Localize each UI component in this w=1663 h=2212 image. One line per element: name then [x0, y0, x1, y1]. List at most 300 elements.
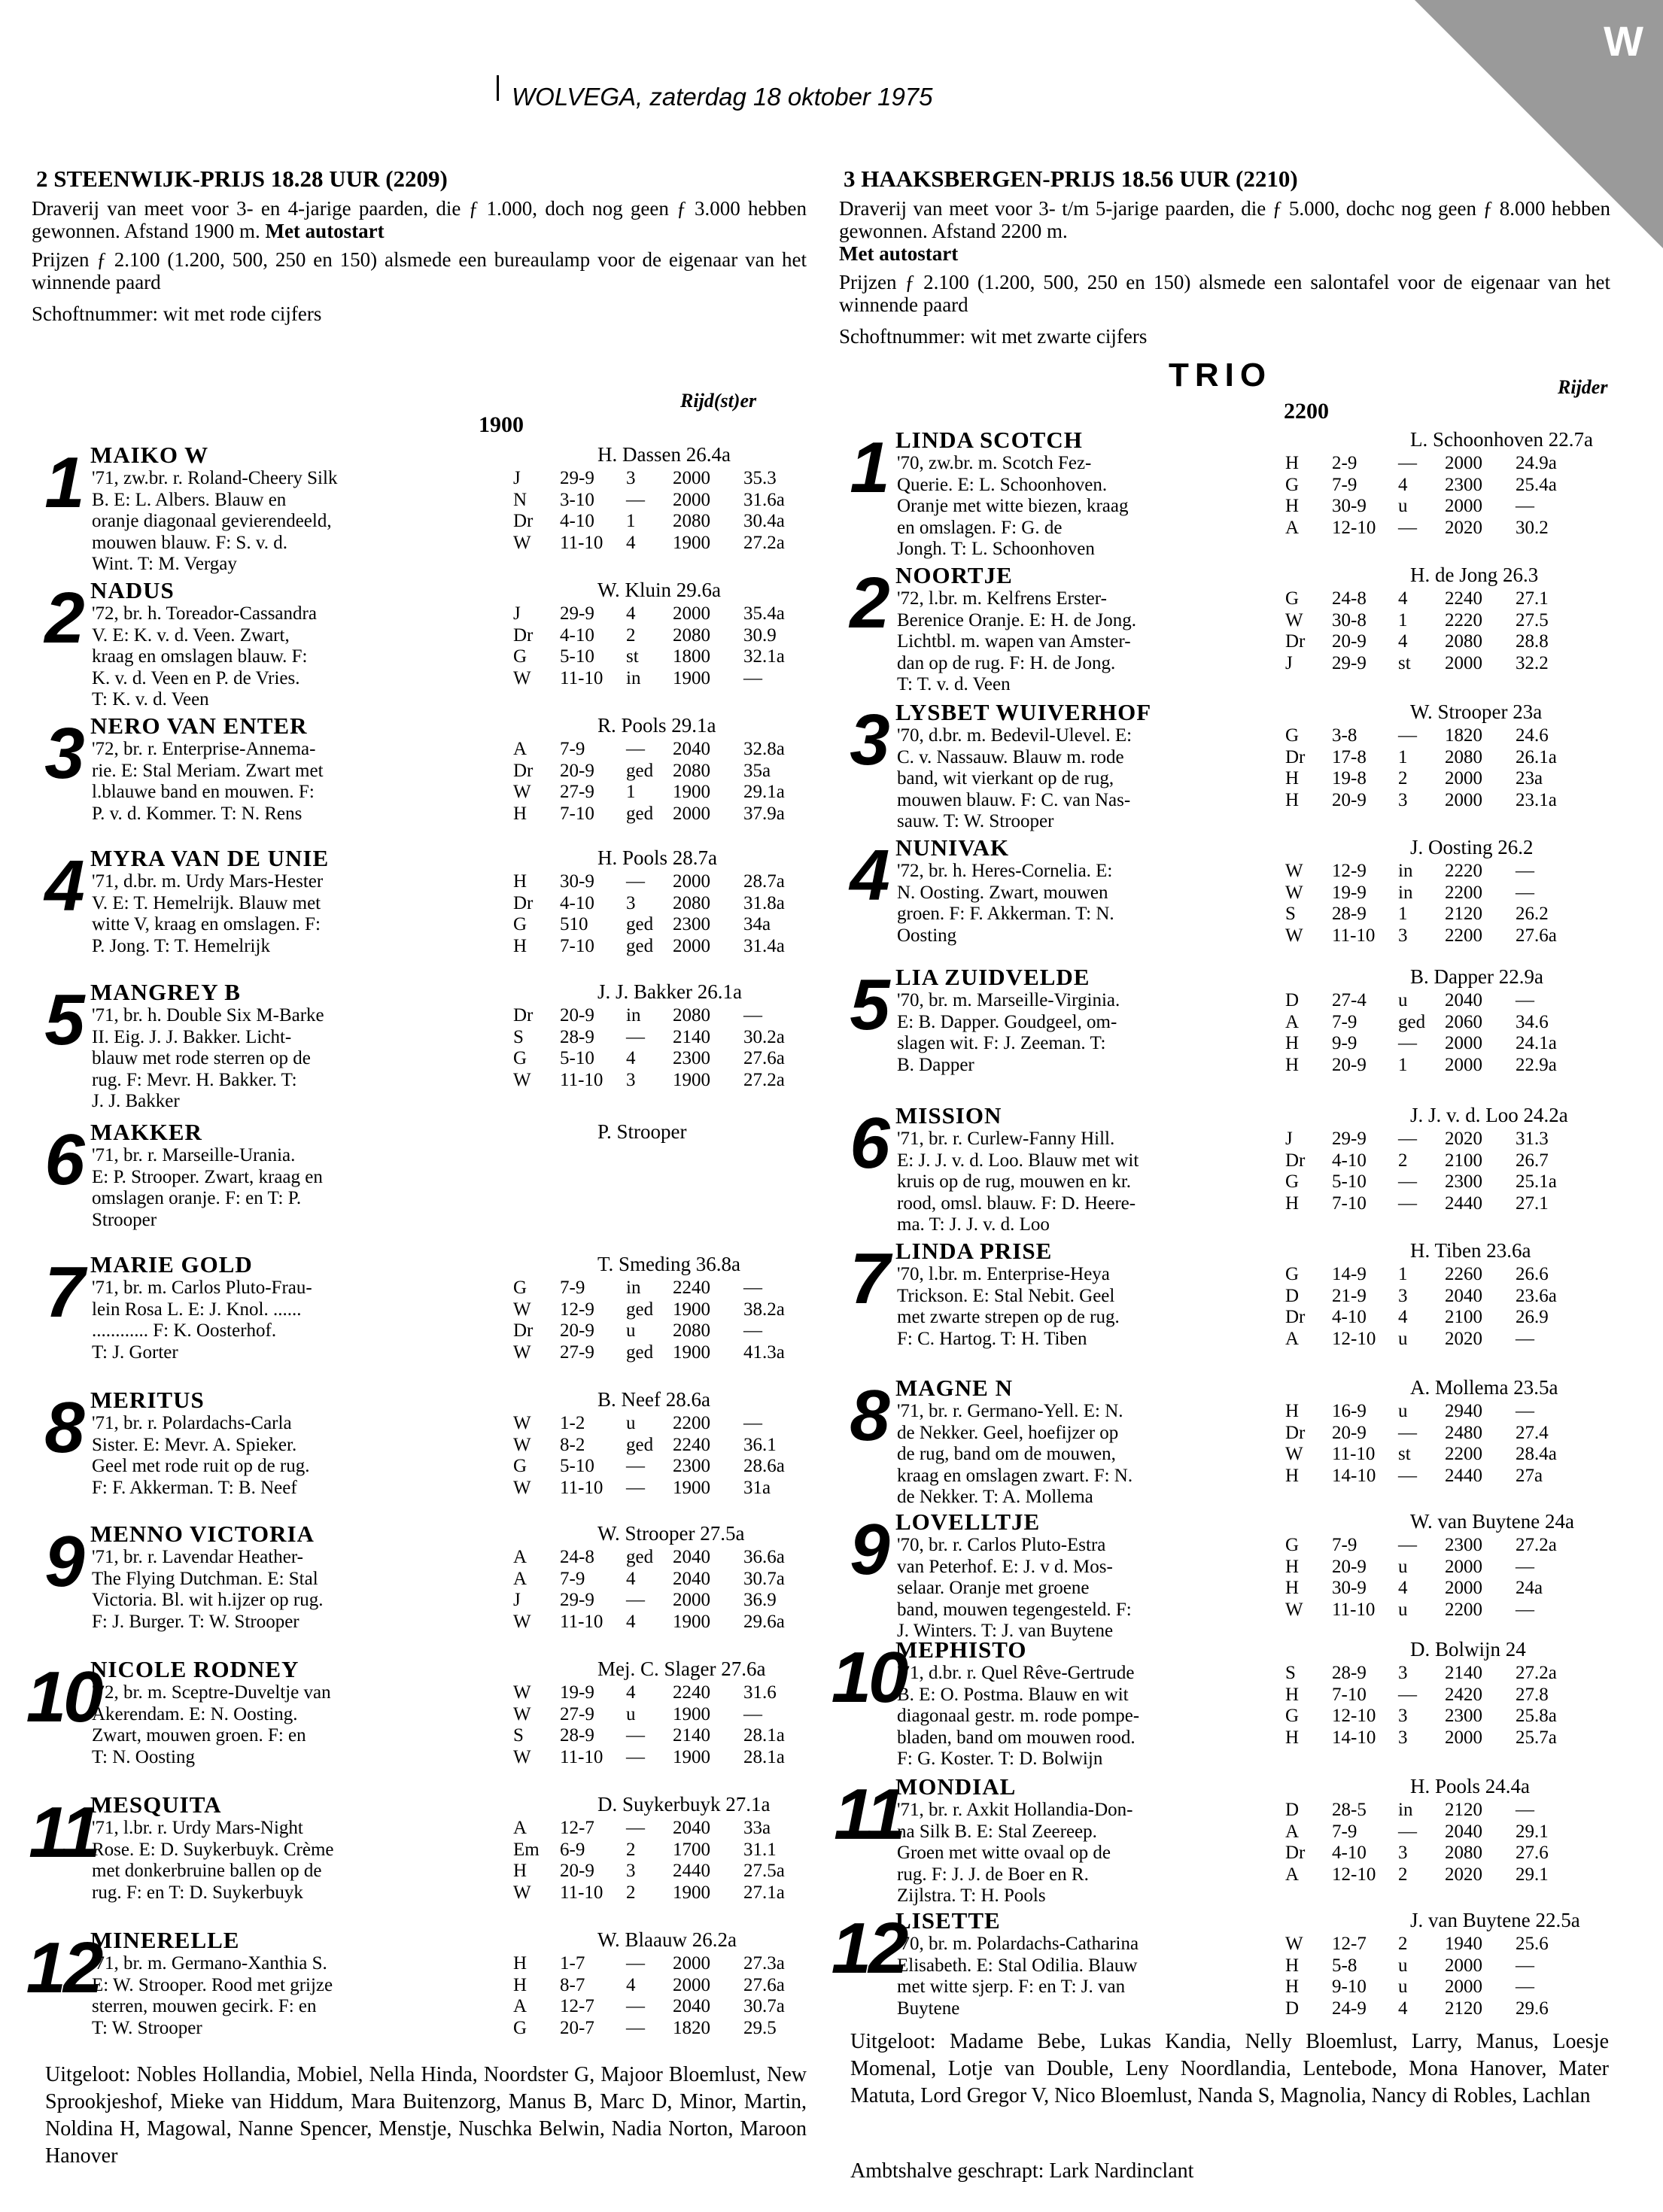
result-cell: —	[1516, 1599, 1534, 1620]
result-cell: 29.6a	[743, 1611, 785, 1632]
result-cell: 2240	[673, 1682, 710, 1703]
result-cell: 2040	[673, 739, 710, 759]
description-line: Geel met rode ruit op de rug.	[92, 1456, 310, 1476]
horse-entry	[831, 965, 1613, 1092]
result-cell: 2040	[673, 1568, 710, 1589]
result-cell: 27.5	[1516, 609, 1549, 630]
description-line: B. Dapper	[897, 1054, 974, 1075]
result-row	[1285, 1193, 1598, 1215]
horse-description	[897, 861, 1114, 946]
driver-info	[597, 1252, 740, 1276]
result-cell: 24-8	[560, 1547, 594, 1567]
description-line: '70, br. r. Carlos Pluto-Estra	[897, 1535, 1106, 1555]
result-cell: 7-9	[1332, 474, 1357, 495]
description-line: '71, br. m. Carlos Pluto-Frau-	[92, 1278, 312, 1298]
horse-description	[92, 1005, 324, 1113]
result-cell: H	[1285, 453, 1300, 473]
result-cell: G	[513, 646, 527, 667]
driver-info	[597, 442, 731, 466]
description-line: '70, zw.br. m. Scotch Fez-	[897, 453, 1092, 473]
result-cell: H	[1285, 1401, 1300, 1421]
result-cell: u	[626, 1320, 636, 1341]
result-cell: 1900	[673, 1069, 710, 1090]
result-cell: u	[626, 1413, 636, 1433]
start-number: 8	[850, 1375, 887, 1456]
result-cell: in	[626, 1005, 641, 1025]
result-row	[1285, 1150, 1598, 1172]
result-cell: 22.9a	[1516, 1054, 1557, 1075]
result-cell: H	[513, 935, 527, 956]
result-cell: 2000	[1445, 789, 1482, 810]
driver-rating: 28.7a	[672, 846, 718, 869]
result-cell: 8-2	[560, 1434, 585, 1455]
result-cell: S	[1285, 1663, 1296, 1683]
result-cell: 11-10	[560, 667, 603, 688]
description-line: l.blauwe band en mouwen. F:	[92, 782, 315, 802]
driver-rating: 23a	[1513, 700, 1543, 723]
result-cell: 20-9	[1332, 1556, 1367, 1577]
result-cell: —	[626, 1818, 645, 1838]
description-line: met zwarte strepen op de rug.	[897, 1307, 1120, 1327]
description-line: na Silk B. E: Stal Zeereep.	[897, 1821, 1097, 1842]
result-cell: Dr	[513, 1320, 534, 1341]
description-line: Wint. T: M. Vergay	[92, 554, 237, 574]
result-cell: 25.1a	[1516, 1171, 1557, 1192]
result-cell: W	[513, 1703, 531, 1724]
horse-description	[92, 1413, 310, 1499]
result-cell: H	[1285, 1033, 1300, 1053]
result-row	[1285, 1466, 1598, 1487]
result-cell: 2000	[1445, 453, 1482, 473]
result-cell: 24a	[1516, 1578, 1543, 1598]
result-cell: 4	[1398, 631, 1408, 652]
result-cell: —	[1398, 1535, 1417, 1555]
result-cell: 23.1a	[1516, 789, 1557, 810]
result-cell: A	[1285, 1864, 1300, 1885]
result-cell: 27-9	[560, 1703, 594, 1724]
horse-name: MAGNE N	[895, 1375, 1013, 1401]
result-cell: 30-9	[1332, 1578, 1367, 1598]
horse-entry	[831, 835, 1613, 963]
start-number: 9	[44, 1521, 82, 1602]
result-cell: —	[626, 1725, 645, 1746]
driver-info	[1410, 1238, 1531, 1262]
driver-name: H. Tiben	[1410, 1239, 1482, 1262]
result-cell: Dr	[1285, 631, 1306, 652]
recent-results	[513, 739, 826, 825]
result-cell: W	[1285, 925, 1303, 946]
result-row	[1285, 1955, 1598, 1977]
horse-description	[92, 468, 337, 576]
description-line: Querie. E: L. Schoonhoven.	[897, 474, 1108, 495]
result-cell: 2040	[1445, 990, 1482, 1010]
result-cell: J	[1285, 652, 1293, 673]
result-row	[1285, 1864, 1598, 1886]
result-cell: 4-10	[560, 511, 594, 531]
description-line: '71, br. r. Curlew-Fanny Hill.	[897, 1129, 1115, 1149]
description-line: Sister. E: Mevr. A. Spieker.	[92, 1434, 297, 1455]
result-cell: ged	[626, 914, 654, 934]
result-cell: 2020	[1445, 1328, 1482, 1349]
result-row	[513, 914, 826, 936]
driver-info	[597, 1928, 737, 1952]
result-cell: 36.6a	[743, 1547, 785, 1567]
result-cell: 2300	[673, 914, 710, 934]
result-cell: 3-8	[1332, 725, 1357, 746]
result-cell: 37.9a	[743, 803, 785, 824]
start-number: 1	[44, 442, 82, 523]
result-cell: W	[513, 1611, 531, 1632]
result-cell: S	[513, 1026, 524, 1047]
result-cell: 25.4a	[1516, 474, 1557, 495]
result-row	[513, 1320, 826, 1342]
result-row	[1285, 1706, 1598, 1727]
recent-results	[1285, 861, 1598, 946]
description-line: rug. F: en T: D. Suykerbuyk	[92, 1882, 303, 1903]
driver-info	[1410, 1774, 1530, 1798]
driver-name: W. Strooper	[1410, 700, 1508, 723]
result-cell: 29.1a	[743, 782, 785, 802]
result-cell: H	[1285, 1465, 1300, 1486]
description-line: Akerendam. E: N. Oosting.	[92, 1703, 298, 1724]
result-cell: 1700	[673, 1839, 710, 1860]
result-cell: u	[1398, 1556, 1408, 1577]
result-cell: 3	[626, 892, 636, 913]
driver-info	[597, 1521, 744, 1545]
horse-name: MERITUS	[90, 1387, 205, 1413]
result-row	[1285, 1055, 1598, 1077]
description-line: E: J. J. v. d. Loo. Blauw met wit	[897, 1150, 1139, 1171]
result-cell: —	[743, 1320, 762, 1341]
result-cell: 27.2a	[743, 532, 785, 553]
result-row	[1285, 925, 1598, 947]
result-cell: st	[1398, 1444, 1411, 1464]
result-cell: 2	[626, 1882, 636, 1903]
result-row	[513, 646, 826, 668]
result-cell: 27.5a	[743, 1861, 785, 1881]
description-line: en omslagen. F: G. de	[897, 517, 1063, 538]
horse-entry	[26, 846, 808, 974]
horse-entry	[831, 562, 1613, 694]
horse-entry	[26, 1120, 808, 1247]
result-cell: 7-10	[560, 803, 594, 824]
result-row	[513, 603, 826, 625]
result-row	[513, 1975, 826, 1997]
description-line: F: C. Hartog. T: H. Tiben	[897, 1328, 1087, 1349]
result-cell: 2020	[1445, 1129, 1482, 1149]
driver-rating: 36.8a	[695, 1253, 740, 1275]
driver-info	[597, 1792, 770, 1816]
result-cell: 5-10	[1332, 1171, 1367, 1192]
result-cell: Dr	[513, 892, 534, 913]
result-row	[1285, 883, 1598, 904]
result-cell: 5-10	[560, 646, 594, 667]
result-cell: G	[513, 914, 527, 934]
start-number: 8	[44, 1387, 82, 1468]
result-cell: 35.4a	[743, 603, 785, 624]
result-cell: G	[513, 1048, 527, 1068]
driver-rating: 24a	[1544, 1510, 1574, 1533]
result-cell: J	[513, 468, 521, 488]
result-cell: A	[1285, 1821, 1300, 1842]
result-cell: 2040	[673, 1996, 710, 2016]
result-cell: st	[1398, 652, 1411, 673]
result-row	[513, 893, 826, 915]
result-cell: 1900	[673, 1477, 710, 1498]
result-cell: Dr	[513, 1005, 534, 1025]
result-row	[1285, 1264, 1598, 1286]
result-cell: 2200	[1445, 925, 1482, 946]
result-cell: W	[513, 1434, 531, 1455]
driver-rating: 27.6a	[721, 1657, 766, 1680]
result-cell: 1900	[673, 1703, 710, 1724]
result-cell: 11-10	[1332, 1599, 1376, 1620]
shirt-info: Schoftnummer: wit met zwarte cijfers	[839, 325, 1148, 348]
result-row	[1285, 588, 1598, 610]
result-cell: H	[513, 1861, 527, 1881]
result-cell: 2000	[1445, 1556, 1482, 1577]
driver-name: L. Schoonhoven	[1410, 428, 1543, 451]
result-cell: Dr	[1285, 746, 1306, 767]
result-cell: —	[626, 1477, 645, 1498]
result-cell: 3	[1398, 925, 1408, 946]
driver-info	[597, 846, 717, 870]
result-row	[513, 1590, 826, 1612]
result-cell: —	[1398, 1422, 1417, 1443]
start-number: 2	[850, 563, 887, 643]
driver-info	[597, 713, 716, 737]
result-cell: W	[513, 1413, 531, 1433]
driver-info	[1410, 1908, 1580, 1932]
result-cell: 27.6	[1516, 1843, 1549, 1863]
driver-name: H. Pools	[597, 846, 668, 869]
result-cell: 32.1a	[743, 646, 785, 667]
driver-name: B. Neef	[597, 1388, 661, 1411]
result-cell: 1900	[673, 1299, 710, 1320]
description-line: van Peterhof. E: J. v d. Mos-	[897, 1556, 1113, 1577]
result-cell: 2000	[673, 468, 710, 488]
horse-description	[897, 1264, 1120, 1350]
recent-results	[513, 1682, 826, 1768]
horse-entry	[831, 1636, 1613, 1769]
driver-name: Mej. C. Slager	[597, 1657, 716, 1680]
result-cell: 11-10	[1332, 1444, 1376, 1464]
page-header: WOLVEGA, zaterdag 18 oktober 1975	[512, 83, 933, 111]
horse-description	[897, 990, 1120, 1076]
race-conditions	[32, 197, 807, 242]
horse-name: LISETTE	[895, 1907, 1001, 1934]
result-cell: 2220	[1445, 609, 1482, 630]
driver-info	[1410, 835, 1534, 859]
result-row	[513, 1342, 826, 1364]
withdrawn-list: Uitgeloot: Nobles Hollandia, Mobiel, Nella Hinda, Noordster G, Majoor Bloemlust, New Sprookjeshof, Mieke van Hiddum, Mara Buitenzorg, Manus B, Marc D, Minor, Martin, Noldina H, Magowal, Nanne Spencer, Menstje, Nuschka Belwin, Nadia Norton, Maroon Hanover	[45, 2063, 807, 2168]
result-cell: 2080	[673, 760, 710, 781]
driver-name: W. Strooper	[597, 1522, 695, 1545]
start-number: 10	[26, 1657, 101, 1737]
result-row	[1285, 1307, 1598, 1329]
result-cell: 2000	[673, 603, 710, 624]
result-cell: 4	[626, 532, 636, 553]
result-cell: 1-2	[560, 1413, 585, 1433]
result-cell: 3-10	[560, 489, 594, 510]
description-line: band, wit vierkant op de rug,	[897, 768, 1114, 788]
result-cell: u	[1398, 1401, 1408, 1421]
start-number: 5	[850, 965, 887, 1045]
result-cell: 29.1	[1516, 1821, 1549, 1842]
recent-results	[1285, 1401, 1598, 1487]
result-cell: 2300	[1445, 1535, 1482, 1555]
driver-info	[597, 1657, 765, 1681]
result-cell: 7-9	[560, 739, 585, 759]
result-cell: 2	[626, 1839, 636, 1860]
result-cell: —	[743, 1005, 762, 1025]
result-cell: 4	[626, 1611, 636, 1632]
result-cell: —	[626, 1590, 645, 1610]
result-cell: H	[1285, 1578, 1300, 1598]
result-cell: 2300	[1445, 474, 1482, 495]
description-line: '71, d.br. r. Quel Rêve-Gertrude	[897, 1663, 1135, 1683]
result-cell: 1800	[673, 646, 710, 667]
result-cell: —	[1398, 1129, 1417, 1149]
horse-entry	[831, 1102, 1613, 1235]
result-cell: 1900	[673, 667, 710, 688]
driver-name: J. J. Bakker	[597, 980, 692, 1003]
result-cell: ged	[626, 803, 654, 824]
result-cell: 3	[1398, 1706, 1408, 1726]
result-cell: 3	[626, 1069, 636, 1090]
result-cell: 2040	[1445, 1821, 1482, 1842]
result-cell: —	[626, 871, 645, 892]
result-cell: —	[1398, 1033, 1417, 1053]
result-cell: 3	[1398, 1663, 1408, 1683]
result-cell: H	[1285, 1054, 1300, 1075]
result-cell: 26.6	[1516, 1264, 1549, 1284]
driver-name: T. Smeding	[597, 1253, 691, 1275]
result-cell: S	[1285, 904, 1296, 924]
driver-name: A. Mollema	[1410, 1376, 1509, 1399]
result-cell: 2100	[1445, 1150, 1482, 1171]
result-cell: 4	[1398, 1578, 1408, 1598]
result-cell: 32.2	[1516, 652, 1549, 673]
driver-info	[1410, 1375, 1558, 1399]
horse-description	[92, 1547, 323, 1633]
horse-description	[92, 1145, 323, 1231]
result-cell: —	[626, 1953, 645, 1973]
result-cell: 31.6a	[743, 489, 785, 510]
result-cell: 2000	[1445, 496, 1482, 516]
horse-entry	[26, 979, 808, 1111]
driver-name: D. Suykerbuyk	[597, 1793, 721, 1815]
horse-name: NERO VAN ENTER	[90, 713, 308, 739]
result-row	[1285, 453, 1598, 475]
result-row	[513, 1882, 826, 1904]
result-row	[1285, 653, 1598, 675]
description-line: '71, br. r. Axkit Hollandia-Don-	[897, 1800, 1133, 1820]
result-cell: 23.6a	[1516, 1285, 1557, 1306]
description-line: Elisabeth. E: Stal Odilia. Blauw	[897, 1955, 1138, 1976]
result-cell: 27-9	[560, 782, 594, 802]
start-number: 4	[850, 835, 887, 916]
horse-name: MENNO VICTORIA	[90, 1521, 315, 1547]
horse-entry	[831, 1773, 1613, 1906]
horse-entry	[26, 1252, 808, 1380]
result-cell: 2	[1398, 768, 1408, 788]
description-line: T: W. Strooper	[92, 2017, 202, 2038]
result-cell: —	[626, 1996, 645, 2016]
race-title: 2 STEENWIJK-PRIJS 18.28 UUR (2209)	[36, 166, 448, 192]
result-cell: 2000	[673, 935, 710, 956]
result-cell: H	[1285, 496, 1300, 516]
description-line: '71, l.br. r. Urdy Mars-Night	[92, 1818, 303, 1838]
horse-name: NOORTJE	[895, 562, 1013, 588]
result-cell: in	[1398, 1800, 1413, 1820]
result-cell: A	[1285, 1011, 1300, 1032]
result-cell: 1820	[1445, 725, 1482, 746]
result-cell: 7-9	[1332, 1821, 1357, 1842]
description-line: met witte sjerp. F: en T: J. van	[897, 1977, 1126, 1997]
result-cell: 2040	[673, 1818, 710, 1838]
result-cell: 4-10	[1332, 1307, 1367, 1327]
horse-entry	[26, 1792, 808, 1920]
description-line: '70, d.br. m. Bedevil-Ulevel. E:	[897, 725, 1132, 746]
horse-description	[92, 1953, 333, 2039]
result-cell: 3	[626, 468, 636, 488]
horse-name: NICOLE RODNEY	[90, 1656, 299, 1682]
driver-name: W. Blaauw	[597, 1928, 687, 1951]
result-cell: 2200	[1445, 1599, 1482, 1620]
horse-description	[92, 1278, 312, 1363]
result-cell: —	[626, 739, 645, 759]
result-cell: ged	[1398, 1011, 1426, 1032]
result-cell: 2080	[673, 624, 710, 646]
result-row	[1285, 747, 1598, 769]
result-row	[513, 1704, 826, 1726]
result-cell: 35a	[743, 760, 771, 781]
result-cell: 29-9	[1332, 1129, 1367, 1149]
result-row	[1285, 1423, 1598, 1445]
result-cell: W	[513, 1682, 531, 1703]
result-cell: 2040	[1445, 1285, 1482, 1306]
result-cell: 24.9a	[1516, 453, 1557, 473]
result-cell: —	[1516, 496, 1534, 516]
horse-name: MYRA VAN DE UNIE	[90, 845, 330, 871]
result-cell: 2-9	[1332, 453, 1357, 473]
horse-entry	[26, 1928, 808, 2056]
result-cell: 31.8a	[743, 892, 785, 913]
result-cell: 1900	[673, 1341, 710, 1363]
result-row	[513, 1070, 826, 1092]
result-cell: 2440	[673, 1861, 710, 1881]
race-title: 3 HAAKSBERGEN-PRIJS 18.56 UUR (2210)	[844, 166, 1298, 192]
result-cell: 2300	[1445, 1706, 1482, 1726]
result-row	[513, 1005, 826, 1027]
result-row	[513, 936, 826, 958]
result-cell: W	[1285, 1444, 1303, 1464]
result-cell: 2300	[1445, 1171, 1482, 1192]
result-cell: 20-9	[1332, 631, 1367, 652]
result-cell: 2120	[1445, 1998, 1482, 2019]
recent-results	[513, 1953, 826, 2039]
result-cell: H	[1285, 789, 1300, 810]
result-row	[1285, 1685, 1598, 1706]
start-number: 3	[44, 713, 82, 794]
result-cell: 2240	[1445, 588, 1482, 609]
result-cell: 4	[626, 1974, 636, 1995]
start-number: 11	[29, 1792, 98, 1873]
result-row	[513, 804, 826, 825]
result-row	[513, 782, 826, 804]
horse-description	[897, 588, 1136, 696]
